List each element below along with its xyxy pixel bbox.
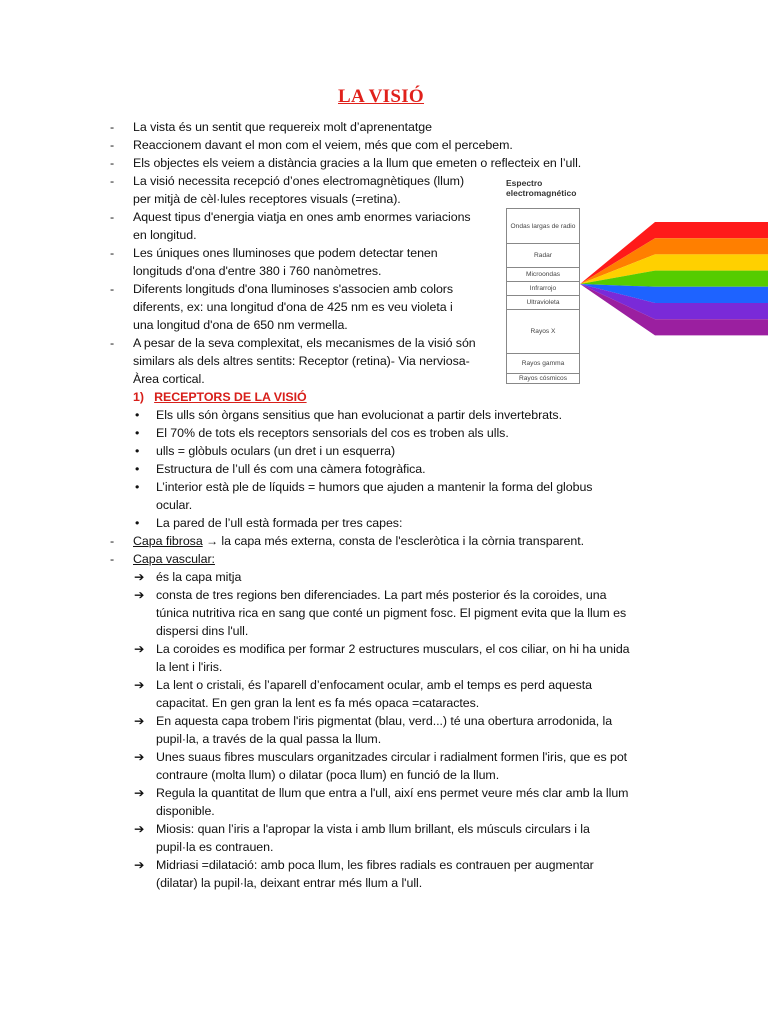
spectrum-title-line2: electromagnético (506, 188, 577, 198)
dash-marker: - (110, 336, 115, 350)
arrow-item-line: pupil·la es contrauen. (156, 840, 274, 854)
arrow-item-line: Miosis: quan l’iris a l'apropar la vista i amb llum brillant, els músculs circulars i la (156, 822, 590, 836)
dash-marker: - (110, 282, 115, 296)
dash-marker: - (110, 246, 115, 260)
intro-line: Els objectes els veiem a distància gracies a la llum que emeten o reflecteix en l’ull. (133, 156, 582, 170)
intro-line: A pesar de la seva complexitat, els mecanismes de la visió són (133, 336, 476, 350)
arrow-item-line: dispersi dins l'ull. (156, 624, 249, 638)
spectrum-band: Rayos X (506, 310, 580, 354)
arrow-bullet-icon: ➔ (134, 570, 145, 584)
intro-line: longituds d'ona d'entre 380 i 760 nanòmetres. (133, 264, 382, 278)
right-arrow-icon: → (206, 534, 219, 548)
arrow-item-line: Midriasi =dilatació: amb poca llum, les fibres radials es contrauen per augmentar (156, 858, 594, 872)
arrow-item-line: Unes suaus fibres musculars organitzades circular i radialment formen l'iris, que es pot (156, 750, 628, 764)
bullet-line: ocular. (156, 498, 193, 512)
intro-line: similars als dels altres sentits: Receptor (retina)- Via nerviosa- (133, 354, 470, 368)
spectrum-title-line1: Espectro (506, 178, 543, 188)
bullet-marker: • (135, 516, 140, 530)
arrow-item-line: és la capa mitja (156, 570, 242, 584)
arrow-item-line: contraure (molta llum) o dilatar (poca llum) en funció de la llum. (156, 768, 500, 782)
bullet-marker: • (135, 408, 140, 422)
spectrum-title (506, 178, 596, 198)
section-heading (133, 388, 307, 406)
capa-fibrosa-label: Capa fibrosa (133, 534, 203, 548)
intro-line: una longitud d'ona de 650 nm vermella. (133, 318, 348, 332)
section-title: RECEPTORS DE LA VISIÓ (154, 390, 307, 404)
section-number: 1) (133, 390, 144, 404)
dash-marker: - (110, 120, 115, 134)
arrow-bullet-icon: ➔ (134, 786, 145, 800)
page-title: LA VISIÓ (338, 86, 425, 107)
intro-line: Reaccionem davant el mon com el veiem, més que com el percebem. (133, 138, 513, 152)
arrow-bullet-icon: ➔ (134, 822, 145, 836)
arrow-item-line: La coroides es modifica per formar 2 estructures musculars, el cos ciliar, on hi ha unida (156, 642, 630, 656)
dash-marker: - (110, 552, 115, 566)
dash-marker: - (110, 138, 115, 152)
bullet-line: ulls = glòbuls oculars (un dret i un esquerra) (156, 444, 396, 458)
arrow-item-line: túnica nutritiva rica en sang que conté un pigment fosc. El pigment evita que la llum es (156, 606, 627, 620)
bullet-line: Estructura de l’ull és com una càmera fotogràfica. (156, 462, 426, 476)
spectrum-band: Microondas (506, 268, 580, 282)
spectrum-band: Rayos cósmicos (506, 374, 580, 384)
spectrum-band: Rayos gamma (506, 354, 580, 374)
dash-marker: - (110, 174, 115, 188)
arrow-item-line: En aquesta capa trobem l'iris pigmentat (blau, verd...) té una obertura arrodonida, la (156, 714, 613, 728)
spectrum-figure (500, 170, 768, 385)
arrow-bullet-icon: ➔ (134, 588, 145, 602)
capa-vascular-label: Capa vascular: (133, 552, 215, 566)
intro-line: per mitjà de cèl·lules receptores visuals (=retina). (133, 192, 401, 206)
spectrum-band: Radar (506, 244, 580, 268)
arrow-bullet-icon: ➔ (134, 642, 145, 656)
bullet-marker: • (135, 462, 140, 476)
bullet-marker: • (135, 444, 140, 458)
arrow-item-line: (dilatar) la pupil·la, deixant entrar més llum a l'ull. (156, 876, 423, 890)
intro-line: Àrea cortical. (133, 372, 205, 386)
bullet-line: L’interior està ple de líquids = humors que ajuden a mantenir la forma del globus (156, 480, 593, 494)
bullet-line: La pared de l’ull està formada per tres capes: (156, 516, 403, 530)
bullet-marker: • (135, 426, 140, 440)
arrow-bullet-icon: ➔ (134, 678, 145, 692)
bullet-line: Els ulls són òrgans sensitius que han evolucionat a partir dels invertebrats. (156, 408, 562, 422)
intro-line: La visió necessita recepció d’ones electromagnètiques (llum) (133, 174, 465, 188)
bullet-line: El 70% de tots els receptors sensorials del cos es troben als ulls. (156, 426, 509, 440)
dash-marker: - (110, 534, 115, 548)
bullet-marker: • (135, 480, 140, 494)
intro-line: Les úniques ones lluminoses que podem detectar tenen (133, 246, 438, 260)
arrow-item-line: pupil·la, a través de la qual passa la llum. (156, 732, 382, 746)
arrow-item-line: capacitat. En gen gran la lent es fa més opaca =cataractes. (156, 696, 480, 710)
arrow-item-line: Regula la quantitat de llum que entra a l'ull, així ens permet veure més clar amb la llum (156, 786, 629, 800)
arrow-bullet-icon: ➔ (134, 750, 145, 764)
intro-line: Aquest tipus d'energia viatja en ones amb enormes variacions (133, 210, 471, 224)
capa-fibrosa-text: la capa més externa, consta de l'escleròtica i la còrnia transparent. (218, 534, 584, 548)
dash-marker: - (110, 210, 115, 224)
spectrum-band: Ondas largas de radio (506, 208, 580, 244)
dash-marker: - (110, 156, 115, 170)
arrow-bullet-icon: ➔ (134, 714, 145, 728)
spectrum-band: Infrarrojo (506, 282, 580, 296)
arrow-item-line: consta de tres regions ben diferenciades. La part més posterior és la coroides, una (156, 588, 607, 602)
spectrum-rays (580, 208, 768, 358)
arrow-bullet-icon: ➔ (134, 858, 145, 872)
intro-line: La vista és un sentit que requereix molt d’aprenentatge (133, 120, 432, 134)
arrow-item-line: la lent i l'iris. (156, 660, 223, 674)
capa-fibrosa-line (133, 532, 584, 550)
intro-line: Diferents longituds d'ona lluminoses s'associen amb colors (133, 282, 454, 296)
arrow-item-line: La lent o cristali, és l’aparell d’enfocament ocular, amb el temps es perd aquesta (156, 678, 593, 692)
arrow-item-line: disponible. (156, 804, 215, 818)
spectrum-band: Ultravioleta (506, 296, 580, 310)
intro-line: diferents, ex: una longitud d'ona de 425 nm es veu violeta i (133, 300, 453, 314)
intro-line: en longitud. (133, 228, 197, 242)
